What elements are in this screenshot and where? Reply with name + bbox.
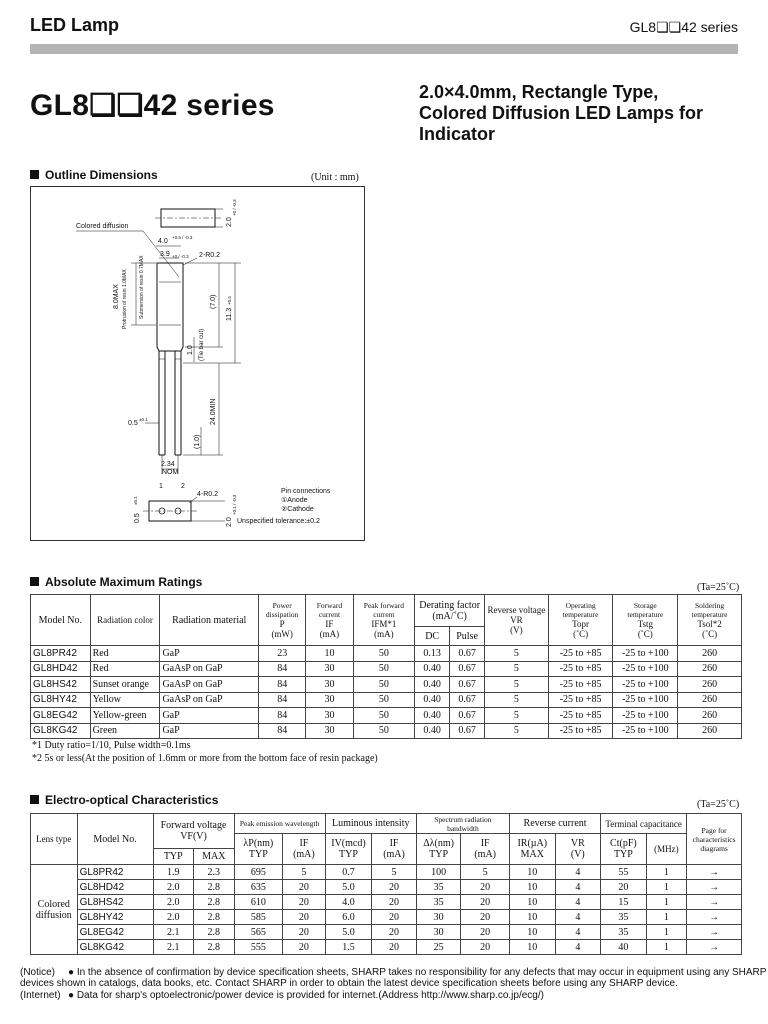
dim-depth-top-tol: +0 / -0.3 bbox=[232, 199, 237, 216]
cell-ir: 10 bbox=[509, 895, 555, 910]
cell-vf_max: 2.8 bbox=[194, 895, 235, 910]
cell-dl: 35 bbox=[416, 880, 461, 895]
cell-if3: 20 bbox=[461, 880, 510, 895]
bullet-square-icon bbox=[30, 170, 39, 179]
cell-color: Red bbox=[90, 646, 160, 662]
cell-color: Yellow bbox=[90, 692, 160, 708]
cell-ir: 10 bbox=[509, 925, 555, 940]
cell-if: 30 bbox=[306, 677, 353, 693]
cell-vf_typ: 2.0 bbox=[153, 910, 194, 925]
cell-if1: 5 bbox=[283, 865, 326, 880]
notice-line-1: (Notice) ● In the absence of confirmation by device specification sheets, SHARP takes no responsibility for any defects that may occur in equipment using any SHARP bbox=[20, 967, 767, 978]
cell-tsol: 260 bbox=[678, 708, 742, 724]
cell-topr: -25 to +85 bbox=[548, 646, 613, 662]
cell-iv: 4.0 bbox=[325, 895, 372, 910]
col-header-if-2: IF (mA) bbox=[372, 834, 417, 865]
header-rule bbox=[30, 44, 738, 54]
cell-ct: 15 bbox=[601, 895, 647, 910]
cell-vf_max: 2.8 bbox=[194, 925, 235, 940]
cell-ir: 10 bbox=[509, 910, 555, 925]
cell-ir: 10 bbox=[509, 880, 555, 895]
cell-vr: 5 bbox=[485, 646, 549, 662]
dim-width-outer: 4.0 bbox=[158, 238, 168, 245]
cell-vr: 5 bbox=[485, 708, 549, 724]
cell-dl: 25 bbox=[416, 940, 461, 955]
cell-tsol: 260 bbox=[678, 661, 742, 677]
amr-condition: (Ta=25˚C) bbox=[697, 582, 740, 593]
cell-lp: 695 bbox=[234, 865, 283, 880]
internet-line: (Internet) ● Data for sharp's optoelectronic/power device is provided for internet.(Address http://www.sharp.co.jp/ecg/) bbox=[20, 990, 544, 1001]
cell-iv: 5.0 bbox=[325, 925, 372, 940]
dim-lead-thickness: 0.5 bbox=[134, 513, 141, 523]
cell-if2: 5 bbox=[372, 865, 417, 880]
col-header-if-3: IF (mA) bbox=[461, 834, 510, 865]
dim-width-inner: 3.9 bbox=[160, 251, 170, 258]
col-header-vr: VR (V) bbox=[555, 834, 601, 865]
col-header-derating: Derating factor (mA/˚C) bbox=[415, 595, 485, 627]
table-row bbox=[31, 880, 742, 895]
cell-color: Red bbox=[90, 661, 160, 677]
col-header-peak-current: Peak forward current IFM*1 (mA) bbox=[353, 595, 415, 646]
cell-mhz: 1 bbox=[646, 940, 687, 955]
dim-width-outer-tol: +0.5 / -0.3 bbox=[172, 235, 193, 240]
label-submersion: Submersion of resin 0.7MAX bbox=[139, 255, 145, 319]
table-row bbox=[31, 677, 742, 693]
cell-pulse: 0.67 bbox=[450, 692, 485, 708]
cell-vf_typ: 2.0 bbox=[153, 895, 194, 910]
col-header-lambda-p: λP(nm) TYP bbox=[234, 834, 283, 865]
cell-pulse: 0.67 bbox=[450, 723, 485, 739]
cell-ct: 35 bbox=[601, 910, 647, 925]
cell-model: GL8HD42 bbox=[31, 661, 91, 677]
label-tie-bar-cut: (Tie bar cut) bbox=[199, 328, 205, 361]
label-protrusion: Protrusion of resin 1.0MAX bbox=[122, 269, 128, 329]
table-row bbox=[31, 723, 742, 739]
cell-model: GL8KG42 bbox=[31, 723, 91, 739]
col-header-forward-current: Forward current IF (mA) bbox=[306, 595, 353, 646]
cell-iv: 0.7 bbox=[325, 865, 372, 880]
cell-vf_max: 2.8 bbox=[194, 910, 235, 925]
cell-vr: 5 bbox=[485, 692, 549, 708]
dim-lead-length: 24.0MIN bbox=[210, 398, 217, 425]
cell-p: 84 bbox=[259, 708, 306, 724]
cell-if3: 20 bbox=[461, 925, 510, 940]
col-header-ir: IR(µA) MAX bbox=[509, 834, 555, 865]
col-header-power: Power dissipation P (mW) bbox=[259, 595, 306, 646]
cell-vr: 4 bbox=[555, 925, 601, 940]
page-subtitle bbox=[419, 82, 749, 145]
col-header-peak-wavelength: Peak emission wavelength bbox=[234, 814, 325, 834]
cell-color: Green bbox=[90, 723, 160, 739]
subtitle-line: 2.0×4.0mm, Rectangle Type, bbox=[419, 82, 659, 102]
cell-ct: 55 bbox=[601, 865, 647, 880]
pin-1-label: 1 bbox=[159, 483, 163, 490]
table-row bbox=[31, 646, 742, 662]
dim-lead-end: (1.0) bbox=[194, 434, 201, 449]
absolute-maximum-ratings-table bbox=[30, 594, 742, 739]
cell-lp: 585 bbox=[234, 910, 283, 925]
cell-p: 84 bbox=[259, 692, 306, 708]
cell-if: 30 bbox=[306, 692, 353, 708]
dim-pitch: 2.34 bbox=[161, 461, 175, 468]
col-header-reverse-current: Reverse current bbox=[509, 814, 600, 834]
cell-model: GL8HY42 bbox=[77, 910, 153, 925]
cell-lp: 555 bbox=[234, 940, 283, 955]
cell-vr: 5 bbox=[485, 723, 549, 739]
cell-mhz: 1 bbox=[646, 865, 687, 880]
cell-topr: -25 to +85 bbox=[548, 677, 613, 693]
cell-page: → bbox=[687, 925, 742, 940]
bullet-square-icon bbox=[30, 795, 39, 804]
col-header-mhz: (MHz) bbox=[646, 834, 687, 865]
footnote-1: *1 Duty ratio=1/10, Pulse width=0.1ms bbox=[32, 740, 191, 751]
cell-if3: 20 bbox=[461, 895, 510, 910]
cell-vf_max: 2.8 bbox=[194, 880, 235, 895]
cell-if1: 20 bbox=[283, 880, 326, 895]
cell-tsol: 260 bbox=[678, 677, 742, 693]
cell-ct: 40 bbox=[601, 940, 647, 955]
cell-material: GaP bbox=[160, 646, 259, 662]
cell-mhz: 1 bbox=[646, 895, 687, 910]
cell-mhz: 1 bbox=[646, 910, 687, 925]
cell-if: 30 bbox=[306, 708, 353, 724]
dim-depth-bottom-tol: +0.1 / -0.3 bbox=[232, 494, 237, 515]
cell-dl: 30 bbox=[416, 925, 461, 940]
cell-dc: 0.40 bbox=[415, 677, 450, 693]
cell-material: GaAsP on GaP bbox=[160, 692, 259, 708]
col-header-model: Model No. bbox=[31, 595, 91, 646]
cell-ct: 35 bbox=[601, 925, 647, 940]
cell-material: GaP bbox=[160, 708, 259, 724]
cell-iv: 5.0 bbox=[325, 880, 372, 895]
cell-dc: 0.13 bbox=[415, 646, 450, 662]
cell-if: 30 bbox=[306, 661, 353, 677]
cell-p: 23 bbox=[259, 646, 306, 662]
page-title: GL8❏❏42 series bbox=[30, 89, 275, 122]
cell-ifm: 50 bbox=[353, 708, 415, 724]
col-header-luminous: Luminous intensity bbox=[325, 814, 416, 834]
eoc-condition: (Ta=25˚C) bbox=[697, 799, 740, 810]
cell-vf_max: 2.3 bbox=[194, 865, 235, 880]
table-row bbox=[31, 895, 742, 910]
cell-p: 84 bbox=[259, 723, 306, 739]
col-header-if-1: IF (mA) bbox=[283, 834, 326, 865]
col-header-forward-voltage: Forward voltage VF(V) bbox=[153, 814, 234, 849]
cell-topr: -25 to +85 bbox=[548, 708, 613, 724]
cell-lp: 565 bbox=[234, 925, 283, 940]
pin-connections-title: Pin connections bbox=[281, 488, 331, 495]
footnote-2: *2 5s or less(At the position of 1.6mm or more from the bottom face of resin package) bbox=[32, 753, 378, 764]
cell-page: → bbox=[687, 865, 742, 880]
cell-model: GL8PR42 bbox=[77, 865, 153, 880]
dim-lead-width-tol: ±0.1 bbox=[139, 417, 148, 422]
dim-lead-width: 0.5 bbox=[128, 420, 138, 427]
col-header-material: Radiation material bbox=[160, 595, 259, 646]
document-category: LED Lamp bbox=[30, 15, 120, 35]
dim-total-height: 11.3 bbox=[226, 307, 233, 321]
col-header-capacitance: Terminal capacitance bbox=[601, 814, 687, 834]
cell-color: Sunset orange bbox=[90, 677, 160, 693]
cell-iv: 6.0 bbox=[325, 910, 372, 925]
cell-if2: 20 bbox=[372, 925, 417, 940]
cell-material: GaAsP on GaP bbox=[160, 661, 259, 677]
table-row bbox=[31, 865, 742, 880]
cell-dc: 0.40 bbox=[415, 708, 450, 724]
electro-optical-table bbox=[30, 813, 742, 955]
cell-page: → bbox=[687, 880, 742, 895]
table-row bbox=[31, 940, 742, 955]
cell-vr: 5 bbox=[485, 677, 549, 693]
cell-model: GL8HS42 bbox=[77, 895, 153, 910]
cell-if3: 20 bbox=[461, 940, 510, 955]
cell-tsol: 260 bbox=[678, 692, 742, 708]
cell-vf_typ: 1.9 bbox=[153, 865, 194, 880]
cell-topr: -25 to +85 bbox=[548, 723, 613, 739]
cell-pulse: 0.67 bbox=[450, 646, 485, 662]
cell-if2: 20 bbox=[372, 880, 417, 895]
cell-dc: 0.40 bbox=[415, 661, 450, 677]
cell-vr: 4 bbox=[555, 880, 601, 895]
col-header-vf-typ: TYP bbox=[153, 849, 194, 865]
cell-model: GL8HD42 bbox=[77, 880, 153, 895]
cell-tsol: 260 bbox=[678, 646, 742, 662]
cell-tsol: 260 bbox=[678, 723, 742, 739]
outline-unit: (Unit : mm) bbox=[311, 172, 359, 183]
pin-anode-label: ①Anode bbox=[281, 497, 308, 504]
table-row bbox=[31, 708, 742, 724]
cell-page: → bbox=[687, 895, 742, 910]
cell-material: GaAsP on GaP bbox=[160, 677, 259, 693]
dim-lead-thickness-tol: ±0.1 bbox=[133, 496, 138, 505]
cell-model: GL8HY42 bbox=[31, 692, 91, 708]
label-colored-diffusion: Colored diffusion bbox=[76, 223, 129, 230]
dim-radius-bottom: 4-R0.2 bbox=[197, 491, 219, 498]
subtitle-line: Indicator bbox=[419, 124, 496, 144]
col-header-iv: IV(mcd) TYP bbox=[325, 834, 372, 865]
amr-heading: Absolute Maximum Ratings bbox=[30, 575, 202, 589]
cell-if: 10 bbox=[306, 646, 353, 662]
dim-body-height: (7.0) bbox=[210, 294, 217, 309]
dim-total-height-tol: +0.5 bbox=[227, 296, 232, 305]
dim-depth-bottom: 2.0 bbox=[226, 517, 233, 527]
eoc-heading: Electro-optical Characteristics bbox=[30, 793, 218, 807]
cell-ifm: 50 bbox=[353, 692, 415, 708]
cell-page: → bbox=[687, 940, 742, 955]
cell-dl: 30 bbox=[416, 910, 461, 925]
cell-vr: 4 bbox=[555, 910, 601, 925]
cell-tstg: -25 to +100 bbox=[613, 646, 678, 662]
cell-vr: 5 bbox=[485, 661, 549, 677]
cell-color: Yellow-green bbox=[90, 708, 160, 724]
cell-model: GL8KG42 bbox=[77, 940, 153, 955]
cell-if2: 20 bbox=[372, 910, 417, 925]
cell-vr: 4 bbox=[555, 940, 601, 955]
cell-if1: 20 bbox=[283, 910, 326, 925]
table-row bbox=[31, 661, 742, 677]
cell-tstg: -25 to +100 bbox=[613, 677, 678, 693]
cell-vf_max: 2.8 bbox=[194, 940, 235, 955]
cell-dc: 0.40 bbox=[415, 692, 450, 708]
cell-mhz: 1 bbox=[646, 880, 687, 895]
col-header-ct: Ct(pF) TYP bbox=[601, 834, 647, 865]
col-header-soldering-temp: Soldering temperature Tsol*2 (˚C) bbox=[678, 595, 742, 646]
col-header-dc: DC bbox=[415, 627, 450, 646]
cell-vf_typ: 2.1 bbox=[153, 940, 194, 955]
cell-pulse: 0.67 bbox=[450, 661, 485, 677]
cell-pulse: 0.67 bbox=[450, 708, 485, 724]
cell-dc: 0.40 bbox=[415, 723, 450, 739]
col-header-color: Radiation color bbox=[90, 595, 160, 646]
cell-topr: -25 to +85 bbox=[548, 661, 613, 677]
col-header-bandwidth: Spectrum radiation bandwidth bbox=[416, 814, 509, 834]
dim-width-inner-tol: +0 / -0.3 bbox=[172, 254, 189, 259]
cell-topr: -25 to +85 bbox=[548, 692, 613, 708]
cell-dl: 100 bbox=[416, 865, 461, 880]
tolerance-note: Unspecified tolerance:±0.2 bbox=[237, 518, 320, 525]
cell-ct: 20 bbox=[601, 880, 647, 895]
cell-vf_typ: 2.1 bbox=[153, 925, 194, 940]
col-header-reverse-voltage: Reverse voltage VR (V) bbox=[485, 595, 549, 646]
cell-model: GL8EG42 bbox=[77, 925, 153, 940]
col-header-model: Model No. bbox=[77, 814, 153, 865]
cell-ifm: 50 bbox=[353, 723, 415, 739]
cell-model: GL8EG42 bbox=[31, 708, 91, 724]
cell-lp: 610 bbox=[234, 895, 283, 910]
cell-material: GaP bbox=[160, 723, 259, 739]
cell-ir: 10 bbox=[509, 940, 555, 955]
cell-if1: 20 bbox=[283, 925, 326, 940]
outline-dimension-svg bbox=[31, 187, 366, 542]
cell-ifm: 50 bbox=[353, 661, 415, 677]
col-header-lens-type: Lens type bbox=[31, 814, 78, 865]
cell-vr: 4 bbox=[555, 865, 601, 880]
table-row bbox=[31, 910, 742, 925]
pin-2-label: 2 bbox=[181, 483, 185, 490]
cell-if: 30 bbox=[306, 723, 353, 739]
cell-dl: 35 bbox=[416, 895, 461, 910]
table-row bbox=[31, 925, 742, 940]
cell-tstg: -25 to +100 bbox=[613, 692, 678, 708]
subtitle-line: Colored Diffusion LED Lamps for bbox=[419, 103, 704, 123]
dim-pitch-note: NOM bbox=[162, 469, 179, 476]
outline-drawing bbox=[30, 186, 365, 541]
dim-depth-top: 2.0 bbox=[226, 217, 233, 227]
cell-if2: 20 bbox=[372, 940, 417, 955]
col-header-vf-max: MAX bbox=[194, 849, 235, 865]
cell-iv: 1.5 bbox=[325, 940, 372, 955]
cell-tstg: -25 to +100 bbox=[613, 661, 678, 677]
cell-if1: 20 bbox=[283, 940, 326, 955]
table-row bbox=[31, 692, 742, 708]
cell-if3: 5 bbox=[461, 865, 510, 880]
cell-if3: 20 bbox=[461, 910, 510, 925]
cell-p: 84 bbox=[259, 677, 306, 693]
dim-standoff: 1.0 bbox=[187, 345, 194, 355]
dim-height-max: 8.0MAX bbox=[113, 284, 120, 309]
cell-if2: 20 bbox=[372, 895, 417, 910]
cell-vf_typ: 2.0 bbox=[153, 880, 194, 895]
cell-tstg: -25 to +100 bbox=[613, 708, 678, 724]
col-header-storage-temp: Storage temperature Tstg (˚C) bbox=[613, 595, 678, 646]
cell-if1: 20 bbox=[283, 895, 326, 910]
col-header-delta-lambda: Δλ(nm) TYP bbox=[416, 834, 461, 865]
cell-ir: 10 bbox=[509, 865, 555, 880]
dim-radius-top: 2-R0.2 bbox=[199, 252, 221, 259]
cell-pulse: 0.67 bbox=[450, 677, 485, 693]
cell-ifm: 50 bbox=[353, 646, 415, 662]
header-series: GL8❏❏42 series bbox=[629, 19, 738, 35]
bullet-square-icon bbox=[30, 577, 39, 586]
cell-ifm: 50 bbox=[353, 677, 415, 693]
cell-lp: 635 bbox=[234, 880, 283, 895]
cell-tstg: -25 to +100 bbox=[613, 723, 678, 739]
col-header-page: Page for characteristics diagrams bbox=[687, 814, 742, 865]
outline-heading: Outline Dimensions bbox=[30, 168, 158, 182]
cell-mhz: 1 bbox=[646, 925, 687, 940]
pin-cathode-label: ②Cathode bbox=[281, 506, 314, 513]
cell-page: → bbox=[687, 910, 742, 925]
cell-p: 84 bbox=[259, 661, 306, 677]
col-header-pulse: Pulse bbox=[450, 627, 485, 646]
cell-vr: 4 bbox=[555, 895, 601, 910]
cell-lens-type: Colored diffusion bbox=[31, 865, 78, 955]
notice-line-2: devices shown in catalogs, data books, etc. Contact SHARP in order to obtain the latest device specification sheets before using any SHARP device. bbox=[20, 978, 678, 989]
col-header-operating-temp: Operating temperature Topr (˚C) bbox=[548, 595, 613, 646]
cell-model: GL8HS42 bbox=[31, 677, 91, 693]
cell-model: GL8PR42 bbox=[31, 646, 91, 662]
